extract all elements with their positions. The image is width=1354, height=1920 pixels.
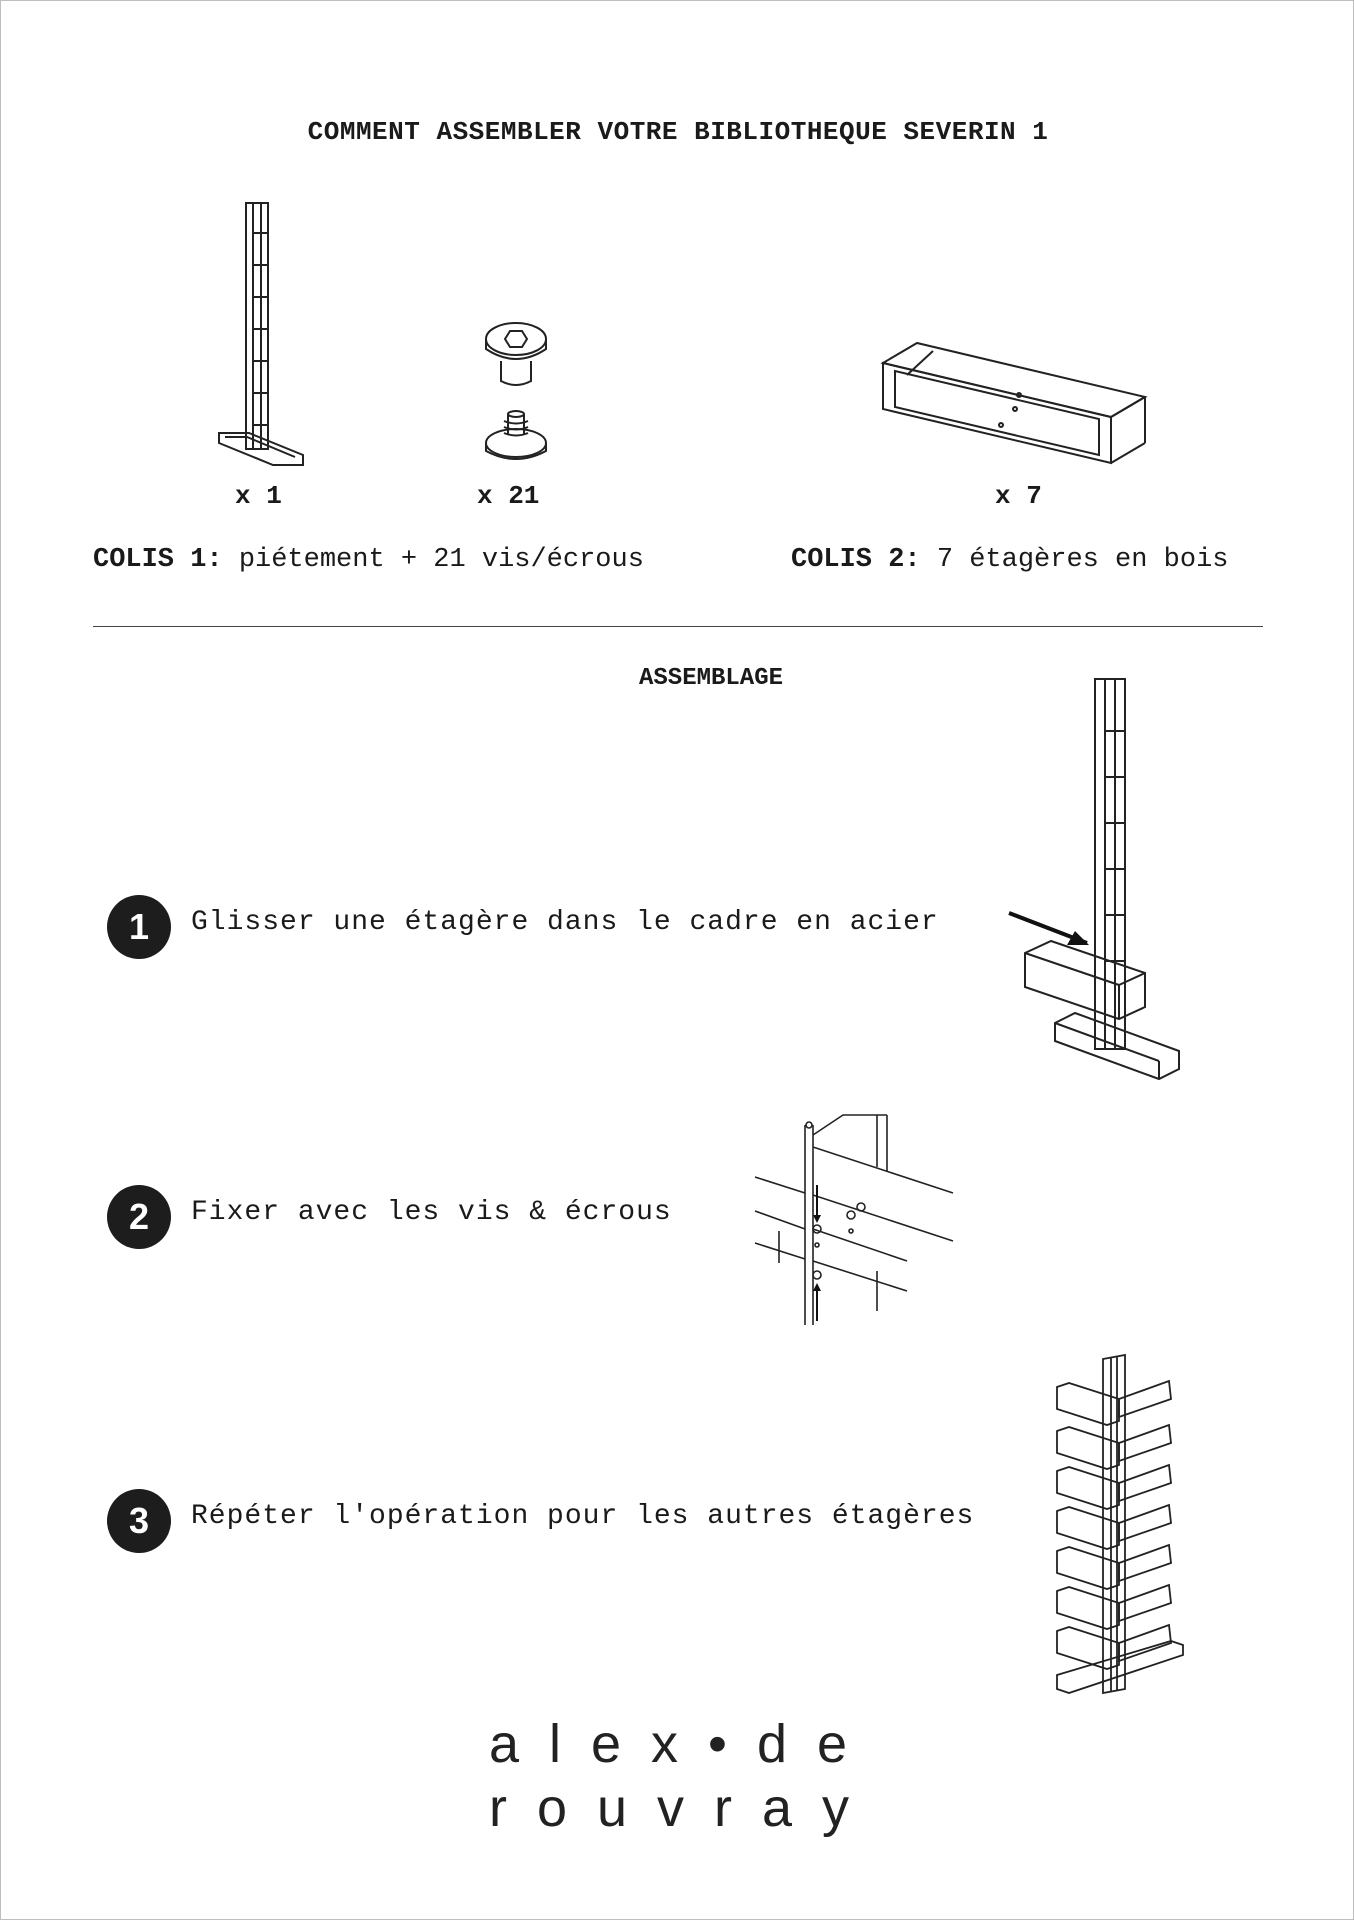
package-2-label: COLIS 2:: [791, 545, 921, 575]
page-title: COMMENT ASSEMBLER VOTRE BIBLIOTHEQUE SEVERIN 1: [307, 117, 1049, 147]
step-1-badge: 1: [107, 895, 171, 959]
part-quantity-frame: x 1: [235, 481, 282, 511]
brand-logo-line-1: alex•de: [489, 1714, 878, 1774]
section-title: ASSEMBLAGE: [638, 665, 784, 692]
package-1: [93, 545, 644, 575]
package-1-label: COLIS 1:: [93, 545, 223, 575]
package-2: [791, 545, 1228, 575]
steel-frame-icon: [211, 197, 321, 477]
screw-nut-icon: [479, 319, 569, 469]
step-2-badge: 2: [107, 1185, 171, 1249]
divider: [93, 626, 1263, 627]
package-2-content: 7 étagères en bois: [936, 545, 1229, 575]
step-1-text: Glisser une étagère dans le cadre en acier: [191, 907, 939, 938]
step-3-text: Répéter l'opération pour les autres étagères: [191, 1501, 975, 1532]
step-3-badge: 3: [107, 1489, 171, 1553]
wood-shelf-icon: [877, 333, 1147, 473]
screw-detail-diagram: [747, 1111, 957, 1341]
assembled-bookcase-diagram: [1053, 1351, 1203, 1701]
package-1-content: piétement + 21 vis/écrous: [238, 545, 644, 575]
step-2-text: Fixer avec les vis & écrous: [191, 1197, 672, 1228]
insert-shelf-diagram: [1011, 673, 1201, 1083]
part-quantity-shelves: x 7: [995, 481, 1042, 511]
brand-logo-line-2: rouvray: [489, 1778, 880, 1838]
part-quantity-screws: x 21: [477, 481, 540, 511]
